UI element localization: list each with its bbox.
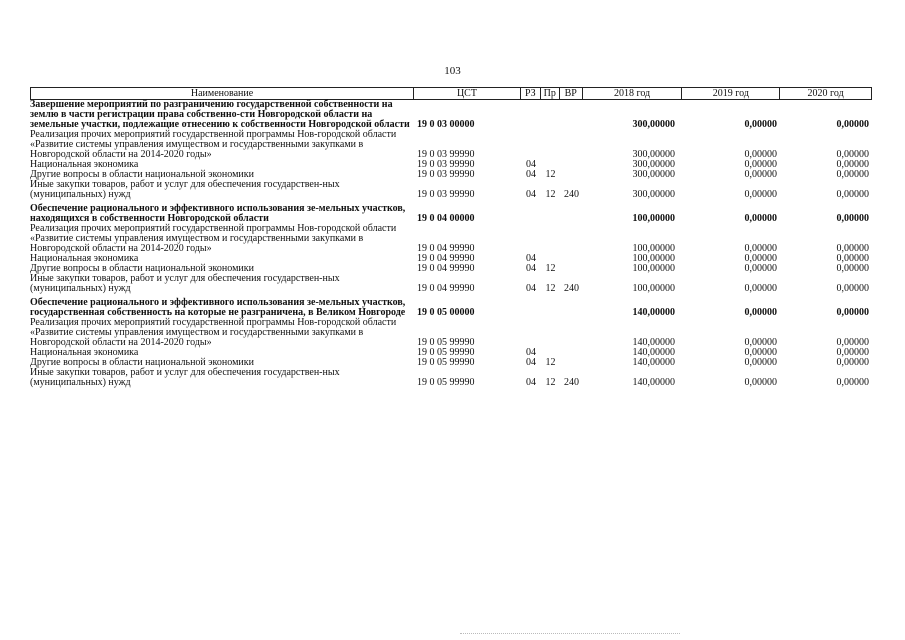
table-row xyxy=(30,130,872,160)
cell-cst: 19 0 03 00000 xyxy=(417,119,475,130)
cell-y2019: 0,00000 xyxy=(744,149,777,160)
cell-pr: 12 xyxy=(545,357,556,368)
header-2019: 2019 год xyxy=(682,88,780,99)
cell-y2019: 0,00000 xyxy=(744,307,777,318)
cell-name: Иные закупки товаров, работ и услуг для обеспечения государствен-ных (муниципальных) нужд xyxy=(30,367,340,388)
cell-y2020: 0,00000 xyxy=(836,253,869,264)
cell-y2020: 0,00000 xyxy=(836,189,869,200)
cell-cst: 19 0 03 99990 xyxy=(417,189,475,200)
cell-cst: 19 0 05 99990 xyxy=(417,337,475,348)
cell-y2019: 0,00000 xyxy=(744,377,777,388)
cell-cst: 19 0 03 99990 xyxy=(417,169,475,180)
cell-name: Другие вопросы в области национальной экономики xyxy=(30,169,254,180)
cell-cst: 19 0 04 99990 xyxy=(417,243,475,254)
cell-pr: 12 xyxy=(545,189,556,200)
cell-y2018: 140,00000 xyxy=(632,347,675,358)
cell-rz: 04 xyxy=(526,347,536,358)
cell-y2020: 0,00000 xyxy=(836,357,869,368)
cell-vr: 240 xyxy=(564,283,579,294)
page-number: 103 xyxy=(444,65,461,77)
cell-name: Иные закупки товаров, работ и услуг для обеспечения государствен-ных (муниципальных) нужд xyxy=(30,179,340,200)
cell-y2018: 140,00000 xyxy=(632,337,675,348)
cell-y2019: 0,00000 xyxy=(744,337,777,348)
cell-y2018: 300,00000 xyxy=(632,149,675,160)
cell-y2018: 100,00000 xyxy=(632,283,675,294)
cell-y2018: 300,00000 xyxy=(632,119,675,130)
table-row xyxy=(30,100,872,130)
cell-vr: 240 xyxy=(564,189,579,200)
cell-name: Другие вопросы в области национальной экономики xyxy=(30,263,254,274)
table-row xyxy=(30,298,872,318)
cell-y2019: 0,00000 xyxy=(744,347,777,358)
header-2020: 2020 год xyxy=(807,88,844,99)
table-row xyxy=(30,318,872,348)
cell-y2018: 300,00000 xyxy=(632,169,675,180)
cell-y2020: 0,00000 xyxy=(836,337,869,348)
cell-y2020: 0,00000 xyxy=(836,283,869,294)
cell-cst: 19 0 05 99990 xyxy=(417,377,475,388)
cell-y2020: 0,00000 xyxy=(836,159,869,170)
cell-y2019: 0,00000 xyxy=(744,357,777,368)
header-2018: 2018 год xyxy=(583,88,683,99)
cell-y2020: 0,00000 xyxy=(836,149,869,160)
cell-name: Иные закупки товаров, работ и услуг для обеспечения государствен-ных (муниципальных) нужд xyxy=(30,273,340,294)
cell-name: Реализация прочих мероприятий государственной программы Нов-городской области «Развитие системы управления имуществом и государственными закупками в Новгородской области на 2014-2020 годы» xyxy=(30,223,397,254)
cell-y2020: 0,00000 xyxy=(836,169,869,180)
header-cst: ЦСТ xyxy=(414,88,521,99)
cell-cst: 19 0 05 00000 xyxy=(417,307,475,318)
cell-y2019: 0,00000 xyxy=(744,119,777,130)
table-row xyxy=(30,224,872,254)
cell-cst: 19 0 05 99990 xyxy=(417,357,475,368)
header-rz: РЗ xyxy=(521,88,541,99)
table-body xyxy=(30,100,872,388)
cell-y2018: 100,00000 xyxy=(632,263,675,274)
cell-y2018: 100,00000 xyxy=(632,253,675,264)
table-row xyxy=(30,368,872,388)
cell-pr: 12 xyxy=(545,283,556,294)
cell-name: Другие вопросы в области национальной экономики xyxy=(30,357,254,368)
cell-rz: 04 xyxy=(526,159,536,170)
cell-y2020: 0,00000 xyxy=(836,243,869,254)
cell-y2019: 0,00000 xyxy=(744,283,777,294)
table-row xyxy=(30,274,872,294)
cell-y2018: 100,00000 xyxy=(632,213,675,224)
cell-rz: 04 xyxy=(526,189,536,200)
cell-name: Национальная экономика xyxy=(30,159,139,170)
cell-name: Завершение мероприятий по разграничению государственной собственности на землю в части регистрации права собственно-сти Новгородской области на земельные участки, подлежащие отнесению к собственности Новгородской области xyxy=(30,99,410,130)
cell-vr: 240 xyxy=(564,377,579,388)
cell-name: Реализация прочих мероприятий государственной программы Нов-городской области «Развитие системы управления имуществом и государственными закупками в Новгородской области на 2014-2020 годы» xyxy=(30,129,397,160)
cell-name: Национальная экономика xyxy=(30,253,139,264)
cell-y2020: 0,00000 xyxy=(836,377,869,388)
cell-y2019: 0,00000 xyxy=(744,169,777,180)
cell-y2019: 0,00000 xyxy=(744,189,777,200)
cell-cst: 19 0 04 00000 xyxy=(417,213,475,224)
cell-y2018: 300,00000 xyxy=(632,189,675,200)
cell-name: Обеспечение рационального и эффективного использования зе-мельных участков, находящихся в собственности Новгородской области xyxy=(30,203,406,224)
scan-artifact xyxy=(460,633,680,637)
cell-rz: 04 xyxy=(526,263,536,274)
cell-pr: 12 xyxy=(545,169,556,180)
cell-cst: 19 0 04 99990 xyxy=(417,283,475,294)
cell-name: Реализация прочих мероприятий государственной программы Нов-городской области «Развитие системы управления имуществом и государственными закупками в Новгородской области на 2014-2020 годы» xyxy=(30,317,397,348)
cell-pr: 12 xyxy=(545,377,556,388)
cell-cst: 19 0 04 99990 xyxy=(417,253,475,264)
cell-y2018: 300,00000 xyxy=(632,159,675,170)
cell-y2019: 0,00000 xyxy=(744,213,777,224)
cell-cst: 19 0 03 99990 xyxy=(417,159,475,170)
budget-table xyxy=(30,87,872,392)
cell-cst: 19 0 04 99990 xyxy=(417,263,475,274)
cell-y2020: 0,00000 xyxy=(836,307,869,318)
cell-y2018: 100,00000 xyxy=(632,243,675,254)
header-name: Наименование xyxy=(31,88,414,99)
cell-rz: 04 xyxy=(526,377,536,388)
header-pr: Пр xyxy=(541,88,560,99)
table-row xyxy=(30,180,872,200)
cell-name: Национальная экономика xyxy=(30,347,139,358)
table-row xyxy=(30,204,872,224)
cell-y2018: 140,00000 xyxy=(632,377,675,388)
cell-y2020: 0,00000 xyxy=(836,213,869,224)
header-vr: ВР xyxy=(560,88,583,99)
cell-y2020: 0,00000 xyxy=(836,347,869,358)
cell-name: Обеспечение рационального и эффективного использования зе-мельных участков, государственная собственность на которые не разграничена, в Великом Новгороде xyxy=(30,297,406,318)
cell-rz: 04 xyxy=(526,283,536,294)
cell-rz: 04 xyxy=(526,169,536,180)
cell-y2019: 0,00000 xyxy=(744,159,777,170)
cell-cst: 19 0 03 99990 xyxy=(417,149,475,160)
cell-y2018: 140,00000 xyxy=(632,357,675,368)
cell-pr: 12 xyxy=(545,263,556,274)
cell-cst: 19 0 05 99990 xyxy=(417,347,475,358)
cell-y2019: 0,00000 xyxy=(744,263,777,274)
cell-y2019: 0,00000 xyxy=(744,253,777,264)
cell-rz: 04 xyxy=(526,253,536,264)
cell-y2020: 0,00000 xyxy=(836,119,869,130)
cell-y2020: 0,00000 xyxy=(836,263,869,274)
cell-rz: 04 xyxy=(526,357,536,368)
cell-y2018: 140,00000 xyxy=(632,307,675,318)
cell-y2019: 0,00000 xyxy=(744,243,777,254)
